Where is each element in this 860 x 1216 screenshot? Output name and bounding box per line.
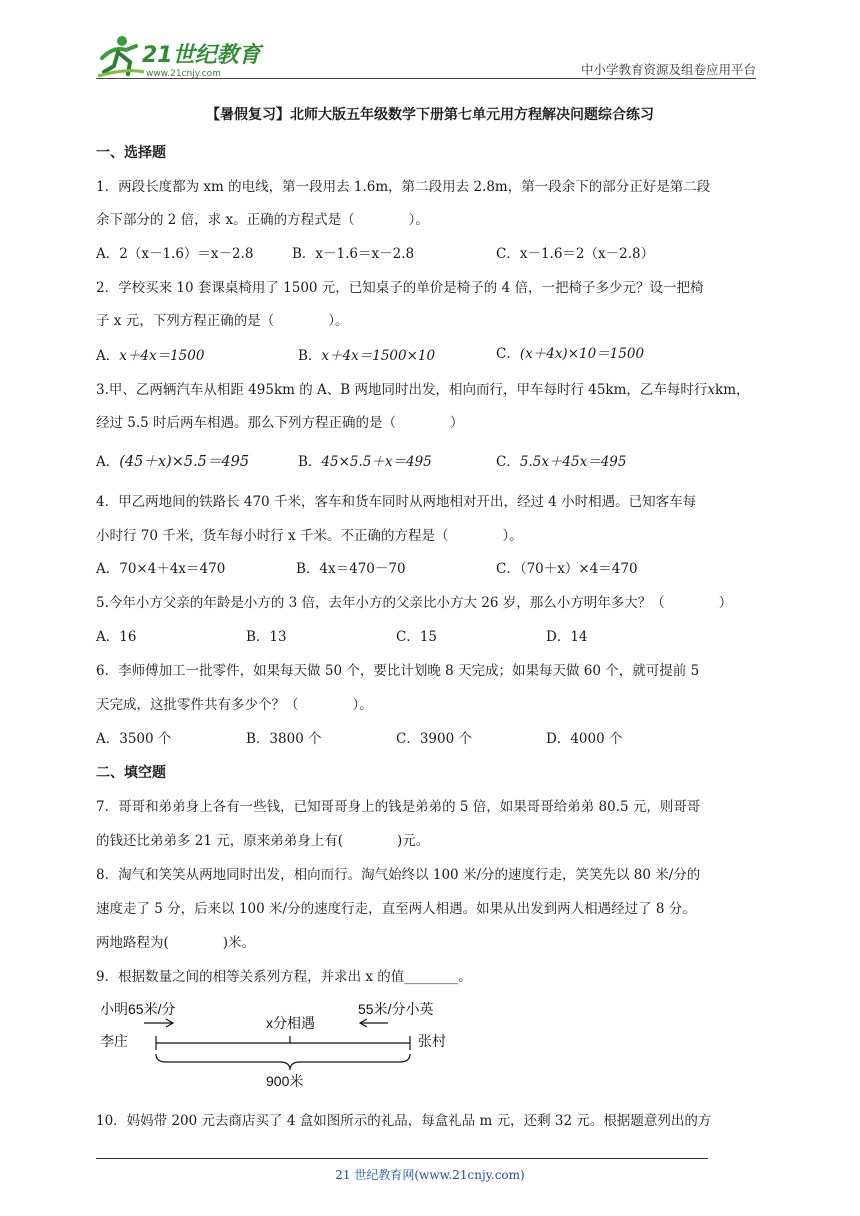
q2-option-a-equation: x＋4x＝1500 xyxy=(119,348,205,364)
q3-option-a-equation: (45＋x)×5.5＝495 xyxy=(119,454,250,470)
q8-line-1: 8．淘气和笑笑从两地同时出发，相向而行。淘气始终以 100 米/分的速度行走，笑笑先以 80 米/分的 xyxy=(96,867,701,883)
page-title: 【暑假复习】北师大版五年级数学下册第七单元用方程解决问题综合练习 xyxy=(206,107,654,123)
q3-option-b xyxy=(298,450,432,470)
runner-logo-icon xyxy=(96,32,266,80)
q3-line-1 xyxy=(96,378,750,398)
q5-option-a: A．16 xyxy=(96,629,137,645)
header-divider xyxy=(96,78,756,79)
q3-option-b-label: B． xyxy=(298,454,322,470)
site-logo xyxy=(96,32,266,80)
q1-option-c: C．x－1.6＝2（x－2.8） xyxy=(496,246,655,262)
q6-line-1: 6．李师傅加工一批零件，如果每天做 50 个，要比计划晚 8 天完成；如果每天做 60 个，就可提前 5 xyxy=(96,663,700,679)
logo-url: www.21cnjy.com xyxy=(146,69,221,79)
q7-line-2: 的钱还比弟弟多 21 元，原来弟弟身上有( )元。 xyxy=(96,833,430,849)
q2-option-b-equation: x＋4x＝1500×10 xyxy=(321,348,436,364)
q2-option-a-label: A． xyxy=(96,348,120,364)
q3-option-b-equation: 45×5.5＋x＝495 xyxy=(321,454,432,470)
q1-line-2: 余下部分的 2 倍，求 x。正确的方程式是（ ）。 xyxy=(96,212,429,228)
q2-line-1: 2．学校买来 10 套课桌椅用了 1500 元，已知桌子的单价是椅子的 4 倍，一把椅子多少元？设一把椅 xyxy=(96,280,704,296)
q9-line-1: 9．根据数量之间的相等关系列方程，并求出 x 的值________。 xyxy=(96,969,472,985)
footer-link[interactable]: 21 世纪教育网(www.21cnjy.com) xyxy=(335,1168,525,1182)
logo-text: 21世纪教育 xyxy=(142,43,261,68)
site-tagline: 中小学教育资源及组卷应用平台 xyxy=(580,62,756,77)
q9-distance-label: 900米 xyxy=(266,1073,304,1089)
q1-option-b: B．x－1.6＝x－2.8 xyxy=(292,246,415,262)
footer-divider xyxy=(96,1158,708,1159)
q3-line-2: 经过 5.5 时后两车相遇。那么下列方程正确的是（ ） xyxy=(96,415,464,431)
q6-option-d: D．4000 个 xyxy=(546,731,623,747)
q3-option-c-label: C． xyxy=(496,454,520,470)
q8-line-2: 速度走了 5 分，后来以 100 米/分的速度行走，直至两人相遇。如果从出发到两人相遇经过了 8 分。 xyxy=(96,901,696,917)
q3-option-c-equation: 5.5x＋45x＝495 xyxy=(519,454,627,470)
q2-option-c-equation: (x＋4x)×10＝1500 xyxy=(519,346,645,362)
q6-option-b: B．3800 个 xyxy=(246,731,322,747)
q2-option-c xyxy=(496,342,644,362)
q7-line-1: 7．哥哥和弟弟身上各有一些钱，已知哥哥身上的钱是弟弟的 5 倍，如果哥哥给弟弟 80.5 元，则哥哥 xyxy=(96,799,701,815)
q10-line-1: 10．妈妈带 200 元去商店买了 4 盒如图所示的礼品，每盒礼品 m 元，还剩 32 元。根据题意列出的方 xyxy=(96,1113,712,1129)
q2-option-b xyxy=(298,344,435,364)
q3-line-1-unit: km， xyxy=(715,382,750,398)
q9-right-place: 张村 xyxy=(418,1033,446,1049)
q6-option-a: A．3500 个 xyxy=(96,731,172,747)
q5-line-1: 5.今年小方父亲的年龄是小方的 3 倍，去年小方的父亲比小方大 26 岁，那么小方明年多大？（ ） xyxy=(96,595,733,611)
q4-option-a: A．70×4＋4x＝470 xyxy=(96,561,226,577)
q4-option-b: B．4x＝470－70 xyxy=(296,561,406,577)
q2-option-b-label: B． xyxy=(298,348,322,364)
q4-line-2: 小时行 70 千米，货车每小时行 x 千米。不正确的方程是（ ）。 xyxy=(96,528,523,544)
q2-option-a xyxy=(96,344,204,364)
q3-option-c xyxy=(496,450,627,470)
q9-left-place: 李庄 xyxy=(100,1033,128,1049)
section-heading-fill: 二、填空题 xyxy=(96,765,166,781)
q9-diagram xyxy=(96,994,476,1090)
q9-right-person: 55米/分小英 xyxy=(358,1001,434,1017)
q9-left-person: 小明65米/分 xyxy=(100,1001,176,1017)
q9-brace xyxy=(156,1054,410,1070)
q3-line-1-text: 3.甲、乙两辆汽车从相距 495km 的 A、B 两地同时出发，相向而行，甲车每时行 45km，乙车每时行 xyxy=(96,382,708,398)
q3-option-a xyxy=(96,450,249,471)
q3-option-a-label: A． xyxy=(96,454,120,470)
q4-option-c: C．（70＋x）×4＝470 xyxy=(496,561,638,577)
section-heading-choice: 一、选择题 xyxy=(96,145,166,161)
q1-option-a: A．2（x－1.6）＝x－2.8 xyxy=(96,246,254,262)
q6-line-2: 天完成，这批零件共有多少个？（ ）。 xyxy=(96,697,373,713)
q5-option-c: C．15 xyxy=(396,629,438,645)
q6-option-c: C．3900 个 xyxy=(396,731,472,747)
q2-line-2: 子 x 元，下列方程正确的是（ ）。 xyxy=(96,313,349,329)
q1-line-1: 1．两段长度都为 xm 的电线，第一段用去 1.6m，第二段用去 2.8m，第一段余下的部分正好是第二段 xyxy=(96,179,711,195)
q2-option-c-label: C． xyxy=(496,346,520,362)
q4-line-1: 4．甲乙两地间的铁路长 470 千米，客车和货车同时从两地相对开出，经过 4 小时相遇。已知客车每 xyxy=(96,494,697,510)
q5-option-b: B．13 xyxy=(246,629,287,645)
q5-option-d: D．14 xyxy=(546,629,588,645)
q8-line-3: 两地路程为( )米。 xyxy=(96,935,256,951)
q9-meet-label: x分相遇 xyxy=(266,1015,315,1031)
q3-line-1-var: x xyxy=(707,382,716,398)
